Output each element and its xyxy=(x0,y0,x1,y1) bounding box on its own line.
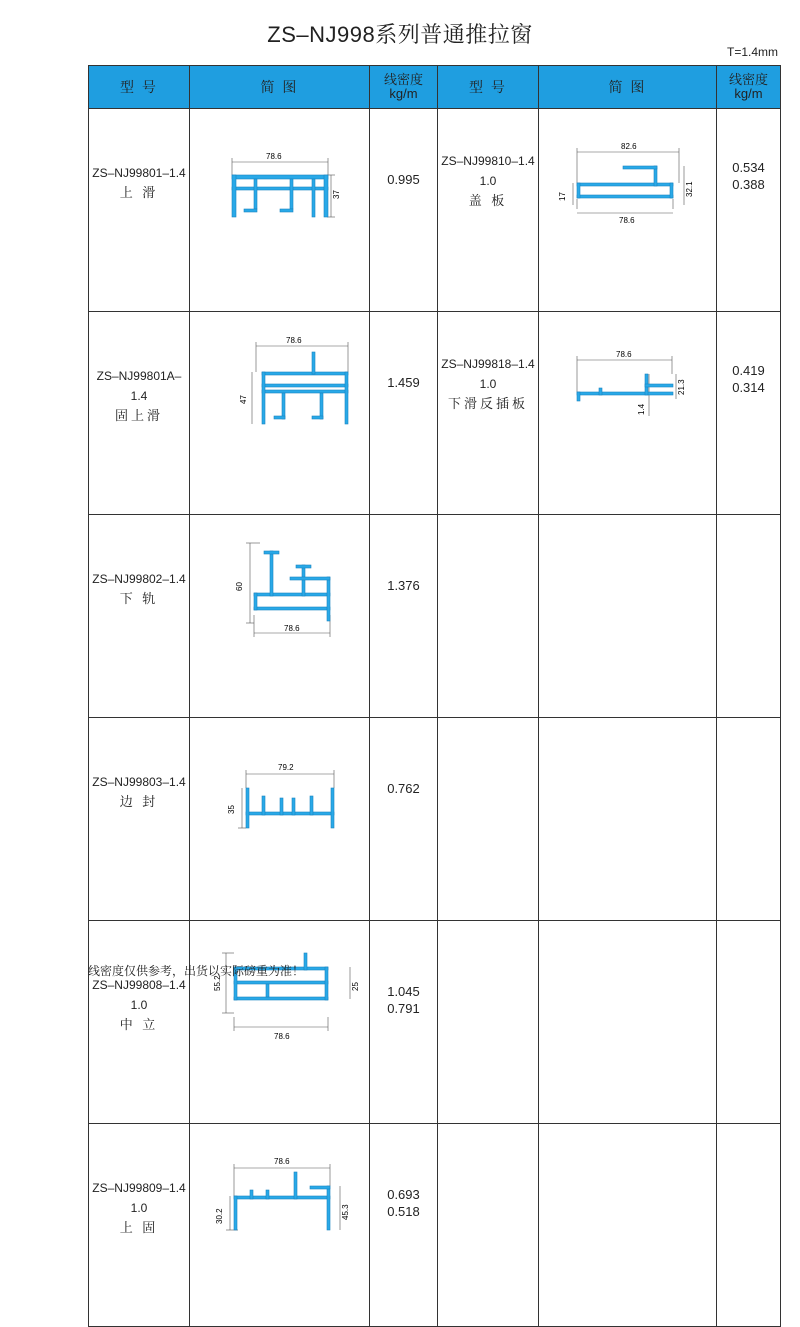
svg-text:1.4: 1.4 xyxy=(637,403,646,415)
profile-drawing xyxy=(539,312,717,515)
model-cell: ZS–NJ99809–1.4 1.0 上 固 xyxy=(89,1124,190,1327)
weight-cell: 0.534 0.388 xyxy=(717,109,781,312)
profile-drawing xyxy=(539,109,717,312)
header-row xyxy=(89,66,781,109)
model-cell: ZS–NJ99810–1.4 1.0 盖 板 xyxy=(438,109,539,312)
empty-cell xyxy=(438,921,539,1124)
svg-text:21.3: 21.3 xyxy=(677,379,686,395)
svg-text:78.6: 78.6 xyxy=(274,1157,290,1166)
profile-table xyxy=(88,65,781,1327)
thickness-label: T=1.4mm xyxy=(726,45,778,59)
weight-cell: 0.419 0.314 xyxy=(717,312,781,515)
empty-cell xyxy=(539,921,717,1124)
weight-cell: 1.459 xyxy=(370,312,438,515)
svg-text:78.6: 78.6 xyxy=(619,216,635,225)
profile-drawing xyxy=(190,515,370,718)
empty-cell xyxy=(539,718,717,921)
header-model: 型 号 xyxy=(438,66,539,109)
model-cell: ZS–NJ99801A–1.4 固上滑 xyxy=(89,312,190,515)
weight-cell: 0.762 xyxy=(370,718,438,921)
svg-text:55.2: 55.2 xyxy=(213,975,222,991)
svg-text:30.2: 30.2 xyxy=(215,1208,224,1224)
empty-cell xyxy=(438,515,539,718)
empty-cell xyxy=(717,921,781,1124)
svg-text:78.6: 78.6 xyxy=(616,350,632,359)
header-drawing: 简 图 xyxy=(190,66,370,109)
model-cell: ZS–NJ99803–1.4 边 封 xyxy=(89,718,190,921)
profile-drawing xyxy=(190,718,370,921)
profile-drawing xyxy=(190,921,370,1124)
svg-text:78.6: 78.6 xyxy=(274,1032,290,1041)
svg-text:60: 60 xyxy=(235,582,244,591)
header-drawing: 简 图 xyxy=(539,66,717,109)
svg-text:17: 17 xyxy=(558,192,567,201)
svg-text:47: 47 xyxy=(239,395,248,404)
model-cell: ZS–NJ99818–1.4 1.0 下滑反插板 xyxy=(438,312,539,515)
table-row xyxy=(89,921,781,1124)
svg-text:78.6: 78.6 xyxy=(286,336,302,345)
svg-text:37: 37 xyxy=(332,190,341,199)
weight-cell: 0.693 0.518 xyxy=(370,1124,438,1327)
footer-note: 线密度仅供参考，出货以实际磅重为准！ xyxy=(88,964,305,978)
empty-cell xyxy=(539,515,717,718)
table-row xyxy=(89,1124,781,1327)
table-row xyxy=(89,312,781,515)
table-row xyxy=(89,515,781,718)
svg-text:82.6: 82.6 xyxy=(621,142,637,151)
empty-cell xyxy=(438,718,539,921)
weight-cell: 1.376 xyxy=(370,515,438,718)
svg-text:35: 35 xyxy=(227,805,236,814)
weight-cell: 1.045 0.791 xyxy=(370,921,438,1124)
header-weight: 线密度 kg/m xyxy=(370,66,438,109)
svg-text:78.6: 78.6 xyxy=(284,624,300,633)
header-model: 型 号 xyxy=(89,66,190,109)
svg-text:25: 25 xyxy=(351,982,360,991)
page-title: ZS–NJ998系列普通推拉窗 xyxy=(267,22,533,47)
svg-text:78.6: 78.6 xyxy=(266,152,282,161)
weight-cell: 0.995 xyxy=(370,109,438,312)
svg-text:45.3: 45.3 xyxy=(341,1204,350,1220)
model-cell: ZS–NJ99801–1.4 上 滑 xyxy=(89,109,190,312)
table-row xyxy=(89,718,781,921)
profile-drawing xyxy=(190,1124,370,1327)
profile-drawing xyxy=(190,312,370,515)
model-cell: ZS–NJ99808–1.4 1.0 中 立 xyxy=(89,921,190,1124)
table-row xyxy=(89,109,781,312)
empty-cell xyxy=(717,1124,781,1327)
empty-cell xyxy=(717,718,781,921)
svg-text:79.2: 79.2 xyxy=(278,763,294,772)
svg-text:32.1: 32.1 xyxy=(685,181,694,197)
empty-cell xyxy=(539,1124,717,1327)
empty-cell xyxy=(438,1124,539,1327)
model-cell: ZS–NJ99802–1.4 下 轨 xyxy=(89,515,190,718)
header-weight: 线密度 kg/m xyxy=(717,66,781,109)
empty-cell xyxy=(717,515,781,718)
profile-drawing xyxy=(190,109,370,312)
